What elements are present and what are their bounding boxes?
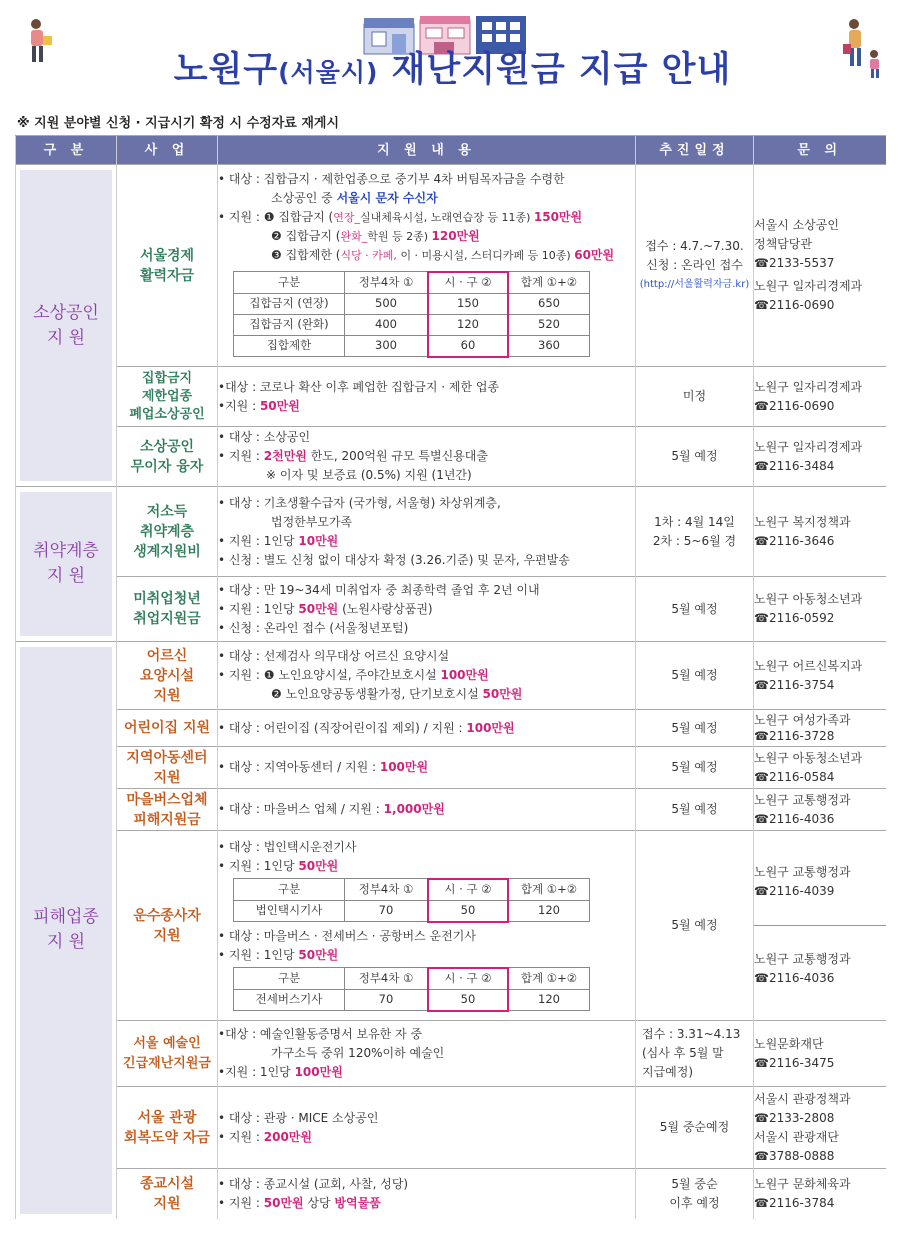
header-category: 구 분 [16,136,117,165]
header-business: 사 업 [117,136,218,165]
inner-cell: 650 [508,293,590,314]
schedule: 1차 : 4월 14일 2차 : 5~6월 경 [636,487,754,577]
table-row [16,1087,886,1169]
inner-header: 구분 [234,272,345,294]
inner-header: 합계 ①+② [508,879,590,901]
amount-table [233,967,590,1012]
inner-cell: 400 [345,314,429,335]
inner-header: 정부4차 ① [345,879,429,901]
support-table [15,135,886,1219]
support-content: • 대상 : 종교시설 (교회, 사찰, 성당) • 지원 : 50만원 상당 방역물품 [218,1169,636,1219]
contact: 노원구 어르신복지과 ☎2116-3754 [754,642,886,710]
business-name: 운수종사자 지원 [117,831,218,1021]
business-name: 미취업청년 취업지원금 [117,577,218,642]
support-content: •대상 : 예술인활동증명서 보유한 자 중 가구소득 중위 120%이하 예술인 •지원 : 1인당 100만원 [218,1021,636,1087]
contact: 서울시 소상공인 정책담당관 ☎2133-5537 노원구 일자리경제과 ☎2116-0690 [754,165,886,367]
schedule: 5월 예정 [636,642,754,710]
schedule: 5월 예정 [636,747,754,789]
header-content: 지 원 내 용 [218,136,636,165]
page-title: 노원구(서울시) 재난지원금 지급 안내 [173,50,732,90]
inner-cell: 60 [428,335,508,357]
contact: 서울시 관광정책과 ☎2133-2808 서울시 관광재단 ☎3788-0888 [754,1087,886,1169]
schedule: 5월 예정 [636,577,754,642]
table-row [16,165,886,367]
table-row [16,487,886,577]
business-name: 저소득 취약계층 생계지원비 [117,487,218,577]
table-row [16,367,886,427]
inner-cell: 70 [345,989,429,1011]
table-row [16,1169,886,1219]
table-row [16,642,886,710]
schedule: 접수 : 4.7.~7.30. 신청 : 온라인 접수 (http://서울활력자금.kr) [636,165,754,367]
inner-header: 정부4차 ① [345,272,429,294]
inner-cell: 집합금지 (연장) [234,293,345,314]
inner-cell: 집합금지 (완화) [234,314,345,335]
amount-table [233,878,590,923]
contact: 노원문화재단 ☎2116-3475 [754,1021,886,1087]
contact: 노원구 아동청소년과 ☎2116-0584 [754,747,886,789]
business-name: 서울 예술인 긴급재난지원금 [117,1021,218,1087]
inner-cell: 50 [428,989,508,1011]
schedule: 5월 예정 [636,427,754,487]
schedule: 5월 중순 이후 예정 [636,1169,754,1219]
inner-cell: 집합제한 [234,335,345,357]
table-row [16,710,886,747]
inner-header: 구분 [234,879,345,901]
inner-cell: 전세버스기사 [234,989,345,1011]
contact: 노원구 교통행정과 ☎2116-4039 노원구 교통행정과 ☎2116-4036 [754,831,886,1021]
support-content: • 대상 : 선제검사 의무대상 어르신 요양시설 • 지원 : ❶ 노인요양시설, 주야간보호시설 100만원 ❷ 노인요양공동생활가정, 단기보호시설 50만원 [218,642,636,710]
support-content: • 대상 : 법인택시운전기사 • 지원 : 1인당 50만원 구분 정부4차 ① 시 · 구 ② 합계 ①+② 법인택시기사 70 50 120 • 대상 : 마을버스 · 전세버스 · 공항버스 운전기사 • 지원 : 1인당 50만원 구분 정부4차 ① 시 · 구 ② 합계 ①+② 전세버스기사 70 50 120 [218,831,636,1021]
business-name: 지역아동센터 지원 [117,747,218,789]
inner-cell: 360 [508,335,590,357]
inner-header: 합계 ①+② [508,272,590,294]
schedule: 미정 [636,367,754,427]
website-link[interactable]: (http://서울활력자금.kr) [639,279,750,290]
business-name: 종교시설 지원 [117,1169,218,1219]
support-content: • 대상 : 어린이집 (직장어린이집 제외) / 지원 : 100만원 [218,710,636,747]
schedule: 5월 중순예정 [636,1087,754,1169]
table-row [16,577,886,642]
inner-header: 시 · 구 ② [428,968,508,990]
inner-header: 시 · 구 ② [428,879,508,901]
category-damaged-industry: 피해업종 지 원 [16,642,117,1219]
inner-cell: 120 [508,989,590,1011]
table-row [16,831,886,1021]
schedule: 5월 예정 [636,831,754,1021]
business-name: 어린이집 지원 [117,710,218,747]
support-content: • 대상 : 집합금지 · 제한업종으로 중기부 4차 버팀목자금을 수령한 소상공인 중 서울시 문자 수신자 • 지원 : ❶ 집합금지 (연장_실내체육시설, 노래연습장 등 11종) 150만원 ❷ 집합금지 (완화_학원 등 2종) 120만원 ❸ 집합제한 (식당 · 카페, 이 · 미용시설, 스터디카페 등 10종) 60만원 구분 정부4차 ① 시 · 구 ② 합계 ①+② 집합금지 (연장) 500 150 650 집합금지 (완화) 400 120 520 집합제한 300 60 360 [218,165,636,367]
header-schedule: 추진일정 [636,136,754,165]
support-content: • 대상 : 관광 · MICE 소상공인 • 지원 : 200만원 [218,1087,636,1169]
business-name: 소상공인 무이자 융자 [117,427,218,487]
support-content: • 대상 : 만 19~34세 미취업자 중 최종학력 졸업 후 2년 이내 • 지원 : 1인당 50만원 (노원사랑상품권) • 신청 : 온라인 접수 (서울청년포털) [218,577,636,642]
table-row [16,747,886,789]
business-name: 마을버스업체 피해지원금 [117,789,218,831]
table-header-row [16,136,886,165]
contact: 노원구 복지정책과 ☎2116-3646 [754,487,886,577]
header [0,0,905,131]
inner-cell: 300 [345,335,429,357]
support-content: • 대상 : 소상공인 • 지원 : 2천만원 한도, 200억원 규모 특별신용대출 ※ 이자 및 보증료 (0.5%) 지원 (1년간) [218,427,636,487]
business-name: 집합금지 제한업종 폐업소상공인 [117,367,218,427]
schedule: 5월 예정 [636,789,754,831]
amount-table [233,271,590,358]
inner-header: 정부4차 ① [345,968,429,990]
inner-cell: 법인택시기사 [234,900,345,922]
schedule: 접수 : 3.31~4.13 (심사 후 5월 말 지급예정) [636,1021,754,1087]
contact: 노원구 일자리경제과 ☎2116-0690 [754,367,886,427]
inner-header: 합계 ①+② [508,968,590,990]
business-name: 서울경제 활력자금 [117,165,218,367]
inner-cell: 70 [345,900,429,922]
inner-header: 구분 [234,968,345,990]
inner-cell: 120 [428,314,508,335]
support-content: • 대상 : 마을버스 업체 / 지원 : 1,000만원 [218,789,636,831]
notice-text: ※ 지원 분야별 신청 · 지급시기 확정 시 수정자료 재게시 [17,116,340,131]
table-row [16,427,886,487]
inner-cell: 500 [345,293,429,314]
header-contact: 문 의 [754,136,886,165]
business-name: 서울 관광 회복도약 자금 [117,1087,218,1169]
table-row [16,1021,886,1087]
inner-cell: 120 [508,900,590,922]
table-row [16,789,886,831]
contact: 노원구 여성가족과 ☎2116-3728 [754,710,886,747]
category-small-business: 소상공인 지 원 [16,165,117,487]
contact: 노원구 문화체육과 ☎2116-3784 [754,1169,886,1219]
contact: 노원구 교통행정과 ☎2116-4036 [754,789,886,831]
schedule: 5월 예정 [636,710,754,747]
support-content: •대상 : 코로나 확산 이후 폐업한 집합금지 · 제한 업종 •지원 : 50만원 [218,367,636,427]
contact: 노원구 아동청소년과 ☎2116-0592 [754,577,886,642]
inner-header: 시 · 구 ② [428,272,508,294]
business-name: 어르신 요양시설 지원 [117,642,218,710]
contact: 노원구 일자리경제과 ☎2116-3484 [754,427,886,487]
inner-cell: 520 [508,314,590,335]
support-content: • 대상 : 지역아동센터 / 지원 : 100만원 [218,747,636,789]
inner-cell: 150 [428,293,508,314]
support-content: • 대상 : 기초생활수급자 (국가형, 서울형) 차상위계층, 법정한부모가족 • 지원 : 1인당 10만원 • 신청 : 별도 신청 없이 대상자 확정 (3.26.기준) 및 문자, 우편발송 [218,487,636,577]
inner-cell: 50 [428,900,508,922]
category-vulnerable: 취약계층 지 원 [16,487,117,642]
divider [754,925,886,926]
